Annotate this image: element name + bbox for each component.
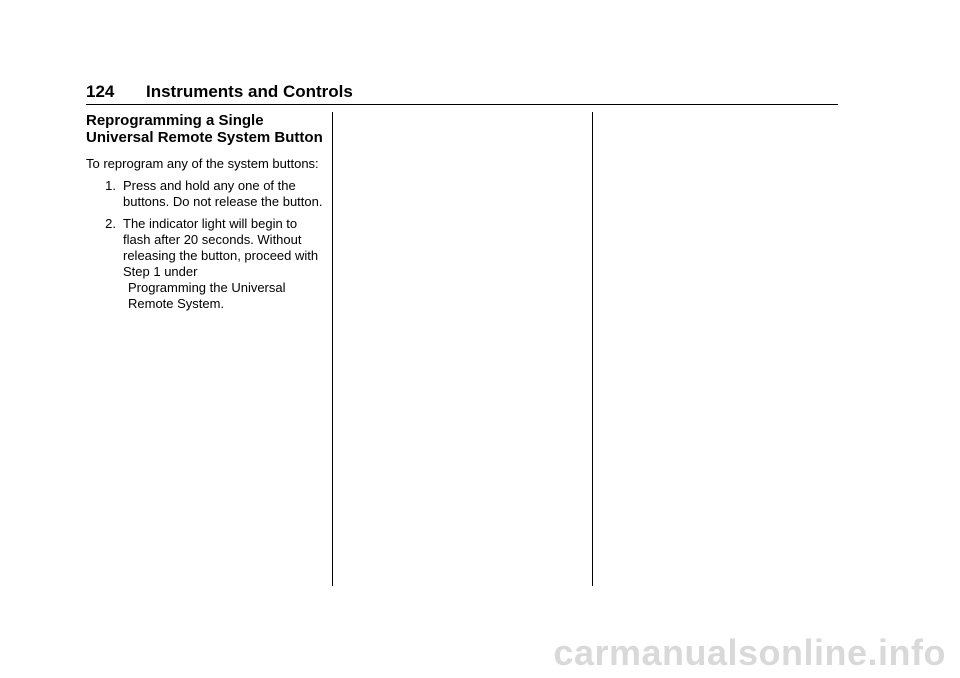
content-column: [86, 112, 326, 318]
section-title: Instruments and Controls: [146, 82, 353, 101]
watermark: carmanualsonline.info: [553, 632, 946, 673]
step-item: [86, 178, 326, 210]
step-text: The indicator light will begin to flash after 20 seconds. Without releasing the button, proceed with Step 1 under: [123, 216, 319, 279]
step-text: Press and hold any one of the buttons. Do not release the button.: [123, 178, 323, 209]
page-number: 124: [86, 82, 115, 101]
column-divider: [332, 112, 333, 586]
intro-paragraph: To reprogram any of the system buttons:: [86, 156, 319, 171]
page-header: [86, 82, 838, 105]
column-divider: [592, 112, 593, 586]
cross-reference-link[interactable]: Programming the Universal Remote System.: [128, 280, 286, 311]
step-body: [123, 216, 326, 312]
step-number: 1.: [105, 178, 116, 193]
step-item: [86, 216, 326, 312]
subsection-heading: Reprogramming a Single Universal Remote System Button: [86, 112, 323, 146]
step-number: 2.: [105, 216, 116, 231]
